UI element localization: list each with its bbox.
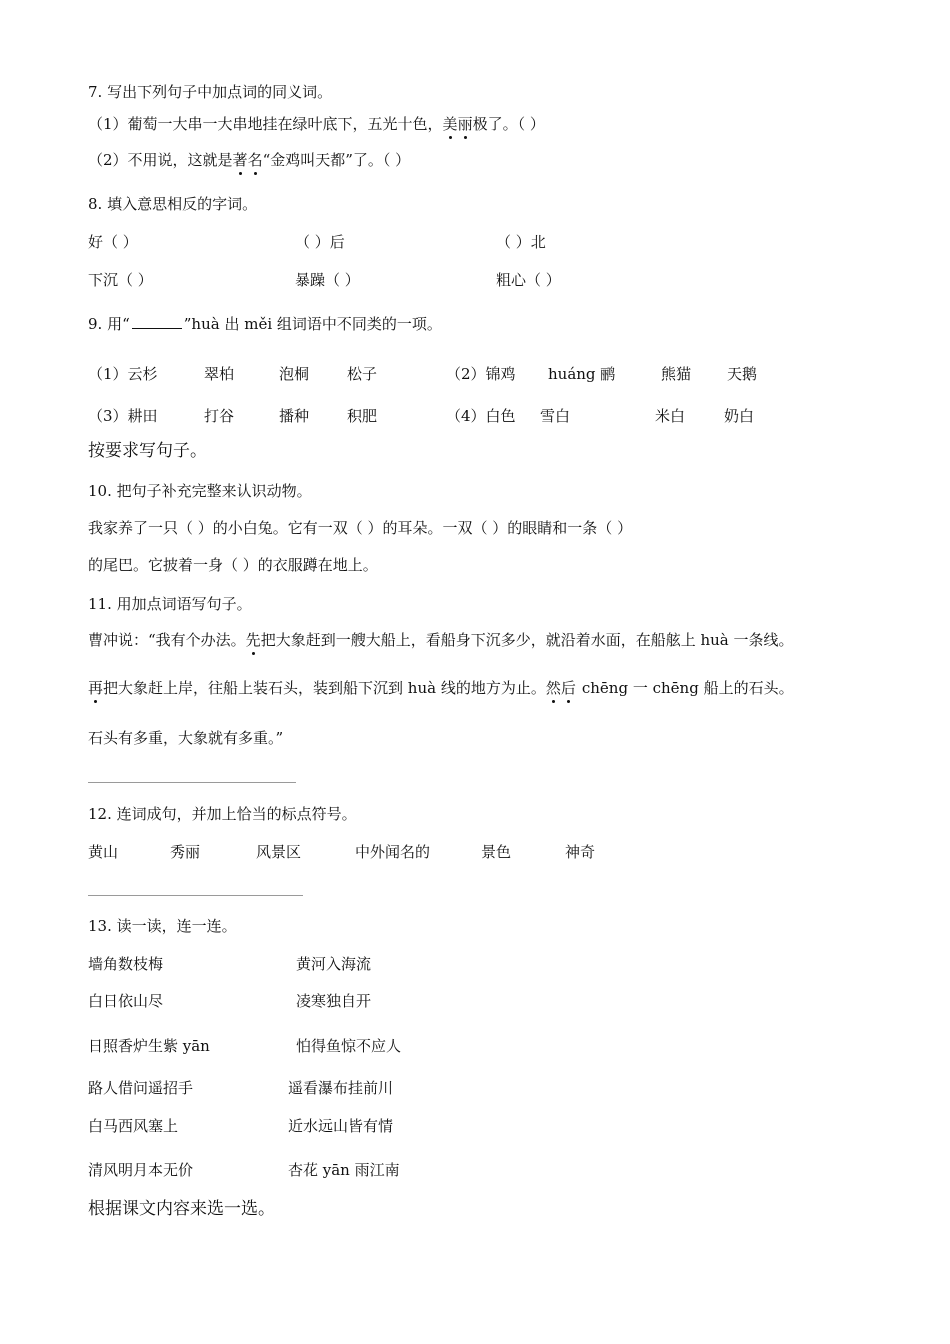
q12-word: 风景区 [256,843,302,861]
dotted-char: 然 [545,679,561,697]
q8-blank: 暴躁（ ） [295,271,360,289]
q9-word: （2）锦鸡 [446,365,516,383]
q9-word: 天鹅 [727,365,758,383]
q10-title: 10. 把句子补充完整来认识动物。 [88,482,312,500]
q13-right-item: 杏花 yān 雨江南 [288,1161,400,1179]
q11-line-2: 再把大象赶上岸，往船上装石头，装到船下沉到 huà 线的地方为止。然后 chēng 一 chēng 船上的石头。 [88,679,794,697]
dotted-char: 美 [442,115,458,133]
q9-word: 奶白 [724,407,755,425]
dotted-char: 再 [88,679,104,697]
q9-word: （4）白色 [446,407,516,425]
q8-blank: 好（ ） [88,233,138,251]
q9-word: 松子 [347,365,378,383]
q13-left-item: 白日依山尽 [88,992,164,1010]
q12-title: 12. 连词成句，并加上恰当的标点符号。 [88,805,357,823]
answer-line [88,782,296,783]
q13-right-item: 近水远山皆有情 [288,1117,394,1135]
q8-blank: （ ）后 [295,233,345,251]
q7-title: 7. 写出下列句子中加点词的同义词。 [88,83,333,101]
dotted-char: 后 [560,679,576,697]
q10-line-1: 我家养了一只（ ）的小白兔。它有一双（ ）的耳朵。一双（ ）的眼睛和一条（ ） [88,519,633,537]
q12-word: 黄山 [88,843,119,861]
q8-blank: 下沉（ ） [88,271,153,289]
q9-word: 泡桐 [279,365,310,383]
q9-title: 9. 用“ ”huà 出 měi 组词语中不同类的一项。 [88,315,442,333]
q12-word: 景色 [481,843,512,861]
answer-line [88,895,303,896]
q13-right-item: 遥看瀑布挂前川 [288,1079,394,1097]
q13-right-item: 黄河入海流 [296,955,372,973]
q13-left-item: 路人借问遥招手 [88,1079,194,1097]
q13-left-item: 墙角数枝梅 [88,955,164,973]
q13-title: 13. 读一读，连一连。 [88,917,237,935]
q9-word: huáng 鹂 [548,365,616,383]
q9-word: 熊猫 [661,365,692,383]
dotted-char: 著 [232,151,248,169]
dotted-char: 先 [245,631,261,649]
q9-word: （3）耕田 [88,407,158,425]
q12-word: 神奇 [565,843,596,861]
q13-left-item: 清风明月本无价 [88,1161,194,1179]
q12-word: 中外闻名的 [355,843,431,861]
section-heading: 按要求写句子。 [88,441,207,461]
q8-blank: （ ）北 [496,233,546,251]
q13-right-item: 凌寒独自开 [296,992,372,1010]
q11-line-3: 石头有多重，大象就有多重。” [88,729,284,747]
dotted-char: 丽 [457,115,473,133]
underline-sample [132,313,182,329]
q13-left-item: 日照香炉生紫 yān [88,1037,210,1055]
q9-word: 播种 [279,407,310,425]
q9-word: 雪白 [540,407,571,425]
q11-title: 11. 用加点词语写句子。 [88,595,252,613]
q8-title: 8. 填入意思相反的字词。 [88,195,258,213]
dotted-char: 名 [247,151,263,169]
q8-blank: 粗心（ ） [496,271,561,289]
q9-word: 打谷 [204,407,235,425]
q9-word: 积肥 [347,407,378,425]
q12-word: 秀丽 [170,843,201,861]
section-heading: 根据课文内容来选一选。 [88,1199,275,1219]
q10-line-2: 的尾巴。它披着一身（ ）的衣服蹲在地上。 [88,556,378,574]
q7-sentence-2: （2）不用说，这就是著名“金鸡叫天都”了。（ ） [88,151,411,169]
q13-left-item: 白马西风塞上 [88,1117,179,1135]
q11-line-1: 曹冲说：“我有个办法。先把大象赶到一艘大船上，看船身下沉多少，就沿着水面，在船舷上 huà 一条线。 [88,631,794,649]
q9-word: （1）云杉 [88,365,158,383]
q7-sentence-1: （1）葡萄一大串一大串地挂在绿叶底下，五光十色，美丽极了。（ ） [88,115,545,133]
q13-right-item: 怕得鱼惊不应人 [296,1037,402,1055]
q9-word: 翠柏 [204,365,235,383]
q9-word: 米白 [655,407,686,425]
